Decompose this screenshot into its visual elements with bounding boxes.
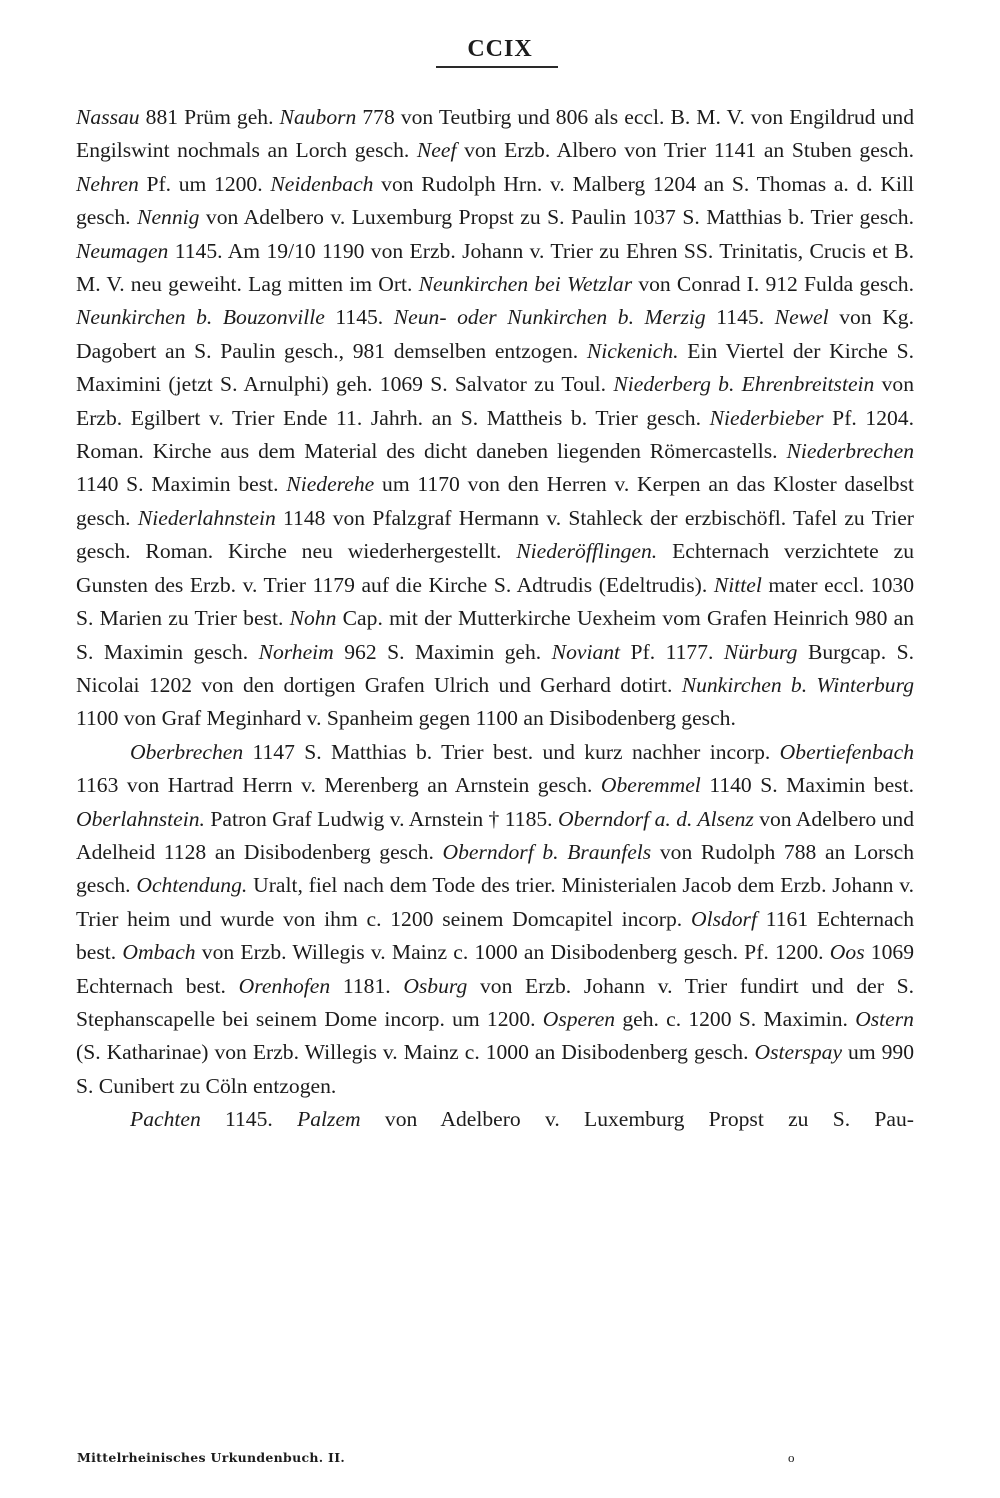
paragraph-p-entries xyxy=(76,1103,914,1136)
entry-text: mater eccl. 1030 S. Marien zu Trier best. xyxy=(76,572,914,631)
place-name: Oberndorf a. d. Alsenz xyxy=(557,806,754,831)
place-name: Newel xyxy=(774,305,829,330)
place-name: Oos xyxy=(829,940,865,965)
place-name: Oberlahnstein. xyxy=(76,806,205,831)
entry-text: Patron Graf Ludwig v. Arnstein † 1185. xyxy=(204,806,558,831)
place-name: Ochtendung. xyxy=(136,873,248,898)
entry-text: von Erzb. Johann v. Trier fundirt und der S. Stephanscapelle bei seinem Dome incorp. um 1200. xyxy=(76,973,914,1031)
place-name: Niederehe xyxy=(286,472,375,497)
entry-text: 1145. xyxy=(200,1107,298,1132)
place-name: Nunkirchen b. Winterburg xyxy=(681,672,914,697)
place-name: Neun- oder Nunkirchen b. Merzig xyxy=(393,305,706,330)
place-name: Osburg xyxy=(403,973,468,998)
page-header xyxy=(0,36,1000,63)
place-name: Orenhofen xyxy=(238,973,331,998)
place-name: Niederbieber xyxy=(709,405,824,430)
entry-text: (S. Katharinae) von Erzb. Willegis v. Mainz c. 1000 an Disibodenberg gesch. xyxy=(76,1040,755,1065)
place-name: Niederlahnstein xyxy=(137,505,276,530)
place-name: Neidenbach xyxy=(270,171,374,196)
place-name: Palzem xyxy=(297,1107,361,1132)
entry-text: von Rudolph 788 an Lorsch gesch. xyxy=(76,839,914,898)
place-name: Nürburg xyxy=(723,639,798,664)
entry-text: von Adelbero v. Luxemburg Propst zu S. Pau- xyxy=(360,1107,914,1132)
place-name: Ombach xyxy=(122,940,196,965)
entry-text: 1100 von Graf Meginhard v. Spanheim gegen 1100 an Disibodenberg gesch. xyxy=(76,706,736,731)
place-name: Noviant xyxy=(551,639,621,664)
place-name: Oberbrechen xyxy=(130,739,244,764)
entry-text: Echternach verzichtete zu Gunsten des Erzb. v. Trier 1179 auf die Kirche S. Adtrudis (Edeltrudis). xyxy=(76,539,914,597)
place-name: Oberemmel xyxy=(600,773,701,798)
entry-text: von Rudolph Hrn. v. Malberg 1204 an S. Thomas a. d. Kill gesch. xyxy=(76,171,914,230)
entry-text: 962 S. Maximin geh. xyxy=(333,639,552,664)
entry-text: von Erzb. Willegis v. Mainz c. 1000 an Disibodenberg gesch. Pf. 1200. xyxy=(195,940,830,965)
entry-text: 1145. xyxy=(705,305,775,330)
place-name: Nehren xyxy=(76,171,139,196)
place-name: Neef xyxy=(416,138,457,163)
entry-text: 1069 Echternach best. xyxy=(76,940,914,998)
page-numeral: CCIX xyxy=(467,36,533,62)
place-name: Oberndorf b. Braunfels xyxy=(442,839,652,864)
place-name: Nittel xyxy=(713,572,762,597)
entry-text: Ein Viertel der Kirche S. Maximini (jetzt S. Arnulphi) geh. 1069 S. Salvator zu Toul. xyxy=(76,338,914,397)
place-name: Niederberg b. Ehrenbreitstein xyxy=(613,372,875,397)
place-name: Nauborn xyxy=(279,105,357,129)
place-name: Olsdorf xyxy=(690,906,757,931)
entry-text: von Erzb. Egilbert v. Trier Ende 11. Jahrh. an S. Mattheis b. Trier gesch. xyxy=(76,372,914,430)
place-name: Neumagen xyxy=(76,238,169,263)
entry-text: Pf. 1177. xyxy=(620,639,724,664)
place-name: Osperen xyxy=(542,1006,616,1031)
entry-text: von Erzb. Albero von Trier 1141 an Stuben gesch. xyxy=(456,138,914,163)
entry-text: 1181. xyxy=(330,973,404,998)
entry-text: um 990 S. Cunibert zu Cöln entzogen. xyxy=(76,1040,914,1098)
entry-text: 1140 S. Maximin best. xyxy=(76,472,287,497)
entry-text: 778 von Teutbirg und 806 als eccl. B. M. V. von Engildrud und Engilswint nochmals an Lorch gesch. xyxy=(76,105,915,163)
place-name: Obertiefenbach xyxy=(779,739,914,764)
place-name: Niederöfflingen. xyxy=(516,539,658,564)
entry-text: 1148 von Pfalzgraf Hermann v. Stahleck der erzbischöfl. Tafel zu Trier gesch. Roman. Kirche neu wiederhergestellt. xyxy=(76,505,914,564)
entry-text: um 1170 von den Herren v. Kerpen an das Kloster daselbst gesch. xyxy=(76,472,915,530)
entry-text: Pf. um 1200. xyxy=(138,171,271,196)
place-name: Neunkirchen bei Wetzlar xyxy=(418,272,633,297)
place-name: Nohn xyxy=(289,606,337,631)
entry-text: von Conrad I. 912 Fulda gesch. xyxy=(632,272,914,297)
header-rule xyxy=(436,66,558,68)
paragraph-n-entries xyxy=(76,101,914,736)
entry-text: 1147 S. Matthias b. Trier best. und kurz nachher incorp. xyxy=(243,739,780,764)
footer-signature: Mittelrheinisches Urkundenbuch. II. xyxy=(77,1450,346,1465)
entry-text: von Adelbero v. Luxemburg Propst zu S. Paulin 1037 S. Matthias b. Trier gesch. xyxy=(199,205,915,230)
entry-text: Pf. 1204. Roman. Kirche aus dem Material des dicht daneben liegenden Römercastells. xyxy=(76,405,914,464)
place-name: Pachten xyxy=(130,1107,201,1132)
footer-signature-mark: o xyxy=(788,1450,795,1465)
place-name: Osterspay xyxy=(754,1040,843,1065)
entry-text: von Adelbero und Adelheid 1128 an Disibodenberg gesch. xyxy=(76,806,914,864)
entry-text: 1145. xyxy=(324,305,394,330)
body-text xyxy=(76,101,914,1137)
place-name: Norheim xyxy=(258,639,334,664)
place-name: Nassau xyxy=(76,105,140,129)
place-name: Neunkirchen b. Bouzonville xyxy=(76,305,325,330)
entry-text: geh. c. 1200 S. Maximin. xyxy=(615,1006,856,1031)
place-name: Nickenich. xyxy=(586,338,679,363)
place-name: Ostern xyxy=(855,1006,914,1031)
entry-text: von Kg. Dagobert an S. Paulin gesch., 981 demselben entzogen. xyxy=(76,305,914,363)
entry-text: 1145. Am 19/10 1190 von Erzb. Johann v. Trier zu Ehren SS. Trinitatis, Crucis et B. M. V. neu geweiht. Lag mitten im Ort. xyxy=(76,238,914,297)
place-name: Nennig xyxy=(137,205,200,230)
place-name: Niederbrechen xyxy=(786,439,914,464)
entry-text: 1161 Echternach best. xyxy=(76,906,914,965)
entry-text: 881 Prüm geh. xyxy=(139,105,280,129)
entry-text: Burgcap. S. Nicolai 1202 von den dortigen Grafen Ulrich und Gerhard dotirt. xyxy=(76,639,914,697)
entry-text: 1140 S. Maximin best. xyxy=(700,773,914,798)
paragraph-o-entries xyxy=(76,736,914,1103)
entry-text: 1163 von Hartrad Herrn v. Merenberg an Arnstein gesch. xyxy=(76,773,601,798)
entry-text: Cap. mit der Mutterkirche Uexheim vom Grafen Heinrich 980 an S. Maximin gesch. xyxy=(76,606,915,664)
entry-text: Uralt, fiel nach dem Tode des trier. Ministerialen Jacob dem Erzb. Johann v. Trier heim und wurde von ihm c. 1200 seinem Domcapitel incorp. xyxy=(76,873,915,931)
